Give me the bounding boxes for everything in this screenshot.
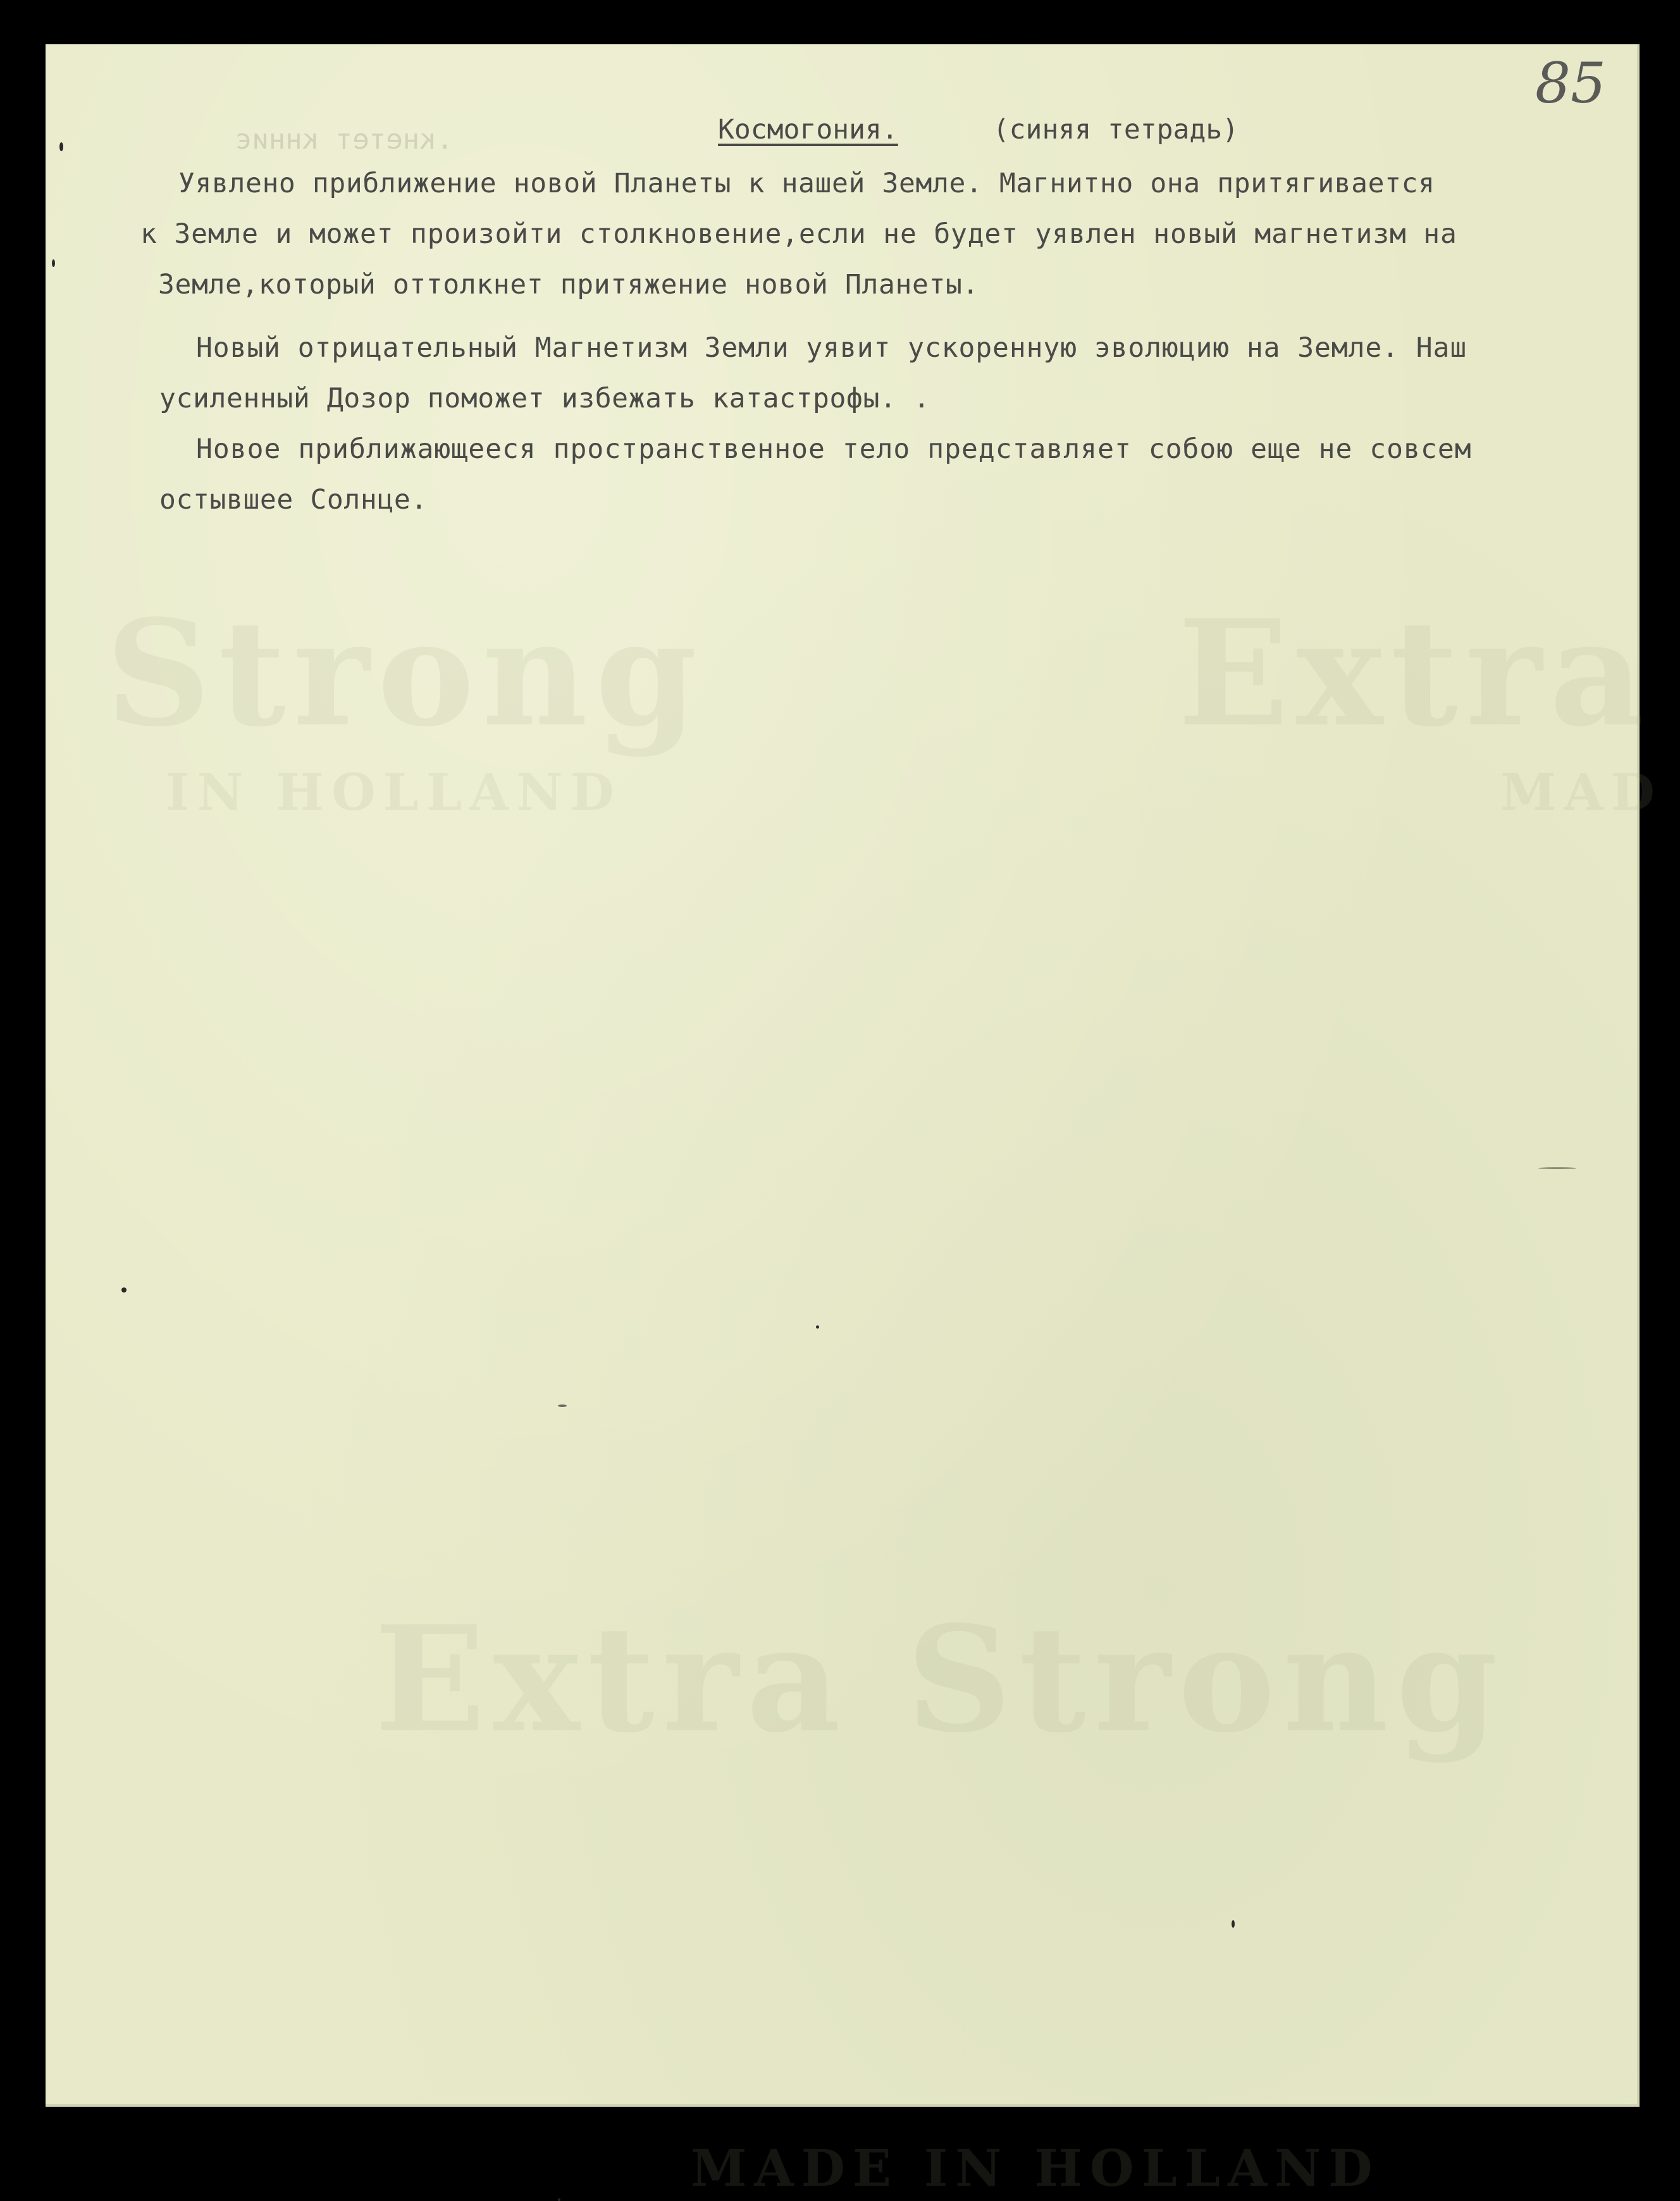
- heading: [718, 114, 1238, 146]
- ink-speck: [816, 1325, 819, 1329]
- ink-speck: [558, 2198, 560, 2201]
- watermark-in-holland: IN HOLLAND: [166, 762, 622, 822]
- ink-speck: [1538, 1167, 1576, 1169]
- ink-speck: [121, 1287, 127, 1293]
- text-line: усиленный Дозор поможет избежать катастрофы. .: [159, 383, 930, 414]
- ink-speck: [1232, 1920, 1235, 1928]
- text-line: Новый отрицательный Магнетизм Земли уявит ускоренную эволюцию на Земле. Наш: [196, 332, 1467, 364]
- watermark-extra-strong: Extra Strong: [374, 1594, 1505, 1765]
- page-number: 85: [1535, 51, 1606, 116]
- watermark-mad: MAD: [1500, 762, 1662, 822]
- ink-speck: [52, 259, 55, 267]
- ink-speck: [59, 142, 63, 151]
- watermark-strong: Strong: [106, 588, 705, 759]
- ink-speck: [558, 1404, 567, 1407]
- text-line: остывшее Солнце.: [159, 484, 428, 516]
- watermark-made-in-holland: MADE IN HOLLAND: [691, 2138, 1380, 2198]
- text-line: к Земле и может произойти столкновение,если не будет уявлен новый магнетизм на: [140, 218, 1457, 250]
- text-line: Новое приближающееся пространственное тело представляет собою еще не совсем: [196, 433, 1472, 465]
- page-title: Космогония.: [718, 114, 898, 146]
- show-through-text: .кнетет кнниє: [235, 123, 454, 156]
- page-subtitle: (синяя тетрадь): [992, 114, 1239, 146]
- text-line: Земле,который оттолкнет притяжение новой Планеты.: [158, 269, 979, 301]
- text-line: Уявлено приближение новой Планеты к нашей Земле. Магнитно она притягивается: [178, 168, 1435, 199]
- watermark-extra: Extra: [1178, 588, 1652, 759]
- typewritten-page: [46, 44, 1662, 2198]
